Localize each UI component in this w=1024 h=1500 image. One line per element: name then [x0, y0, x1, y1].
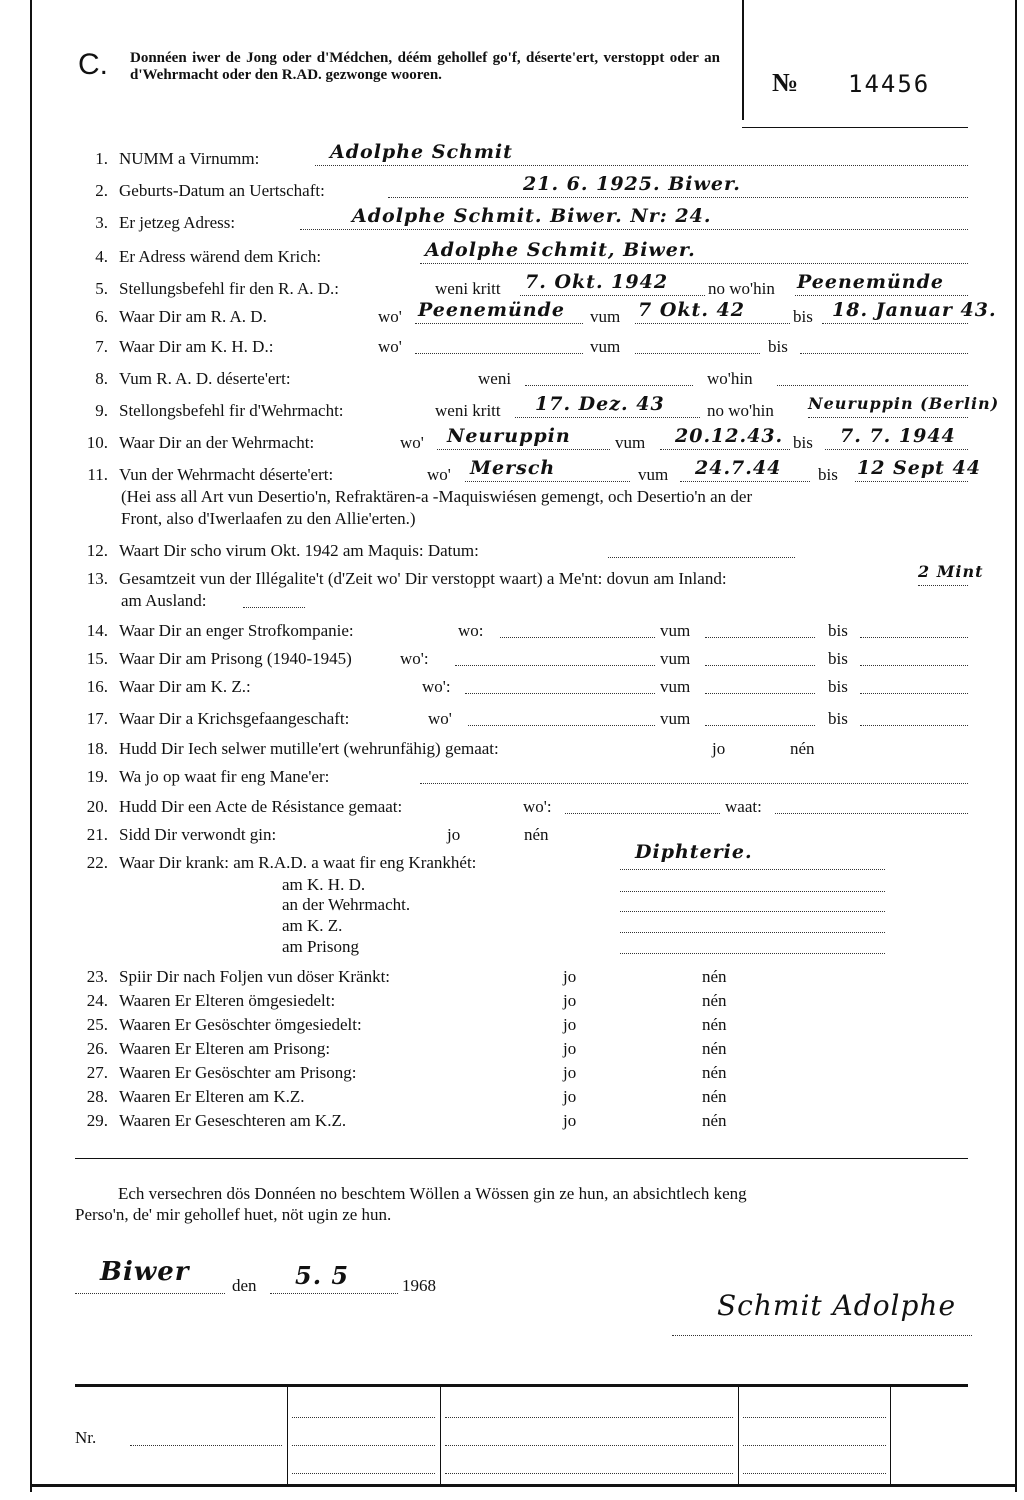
note-line: (Hei ass all Art vun Desertio'n, Refraktären-a -Maquiswiésen gemengt, och Desertio'n an der [121, 487, 753, 506]
table-field[interactable] [743, 1428, 886, 1446]
row-number: 21. [86, 825, 108, 844]
row-label: Waaren Er Elteren am Prisong: [119, 1039, 331, 1058]
rad-order-date: 7. Okt. 1942 [525, 271, 669, 293]
field-row-resistance [0, 796, 1024, 818]
penal-to-field[interactable] [860, 620, 968, 638]
sub-label: wo: [458, 621, 484, 640]
resistance-what-field[interactable] [775, 796, 968, 814]
sub-label: am K. H. D. [282, 875, 366, 894]
row-number: 17. [86, 709, 108, 728]
sub-label: wo': [523, 797, 552, 816]
sub-label: vum [660, 709, 691, 728]
field-row-rad-order [0, 271, 1024, 300]
field-row-rad [0, 299, 1024, 328]
row-label: Waaren Er Elteren am K.Z. [119, 1087, 305, 1106]
name-field[interactable] [315, 141, 968, 166]
sub-label: weni kritt [435, 279, 501, 298]
wm-to: 7. 7. 1944 [840, 425, 956, 447]
wm-from-field[interactable] [660, 425, 790, 450]
rad-where-field[interactable] [415, 299, 583, 324]
rad-desert-when-field[interactable] [525, 368, 693, 386]
table-divider [440, 1387, 441, 1484]
date-value: 5. 5 [295, 1261, 350, 1290]
row-number: 7. [95, 337, 108, 356]
sub-label: no wo'hin [708, 279, 775, 298]
address-field[interactable] [300, 205, 968, 230]
sub-label: wo' [428, 709, 452, 728]
row-number: 28. [86, 1087, 108, 1106]
row-number: 3. [95, 213, 108, 232]
row-number: 29. [86, 1111, 108, 1130]
number-label: № [772, 68, 799, 97]
table-divider [890, 1387, 891, 1484]
table-field[interactable] [445, 1428, 733, 1446]
footer-rule [75, 1384, 968, 1387]
option-no[interactable]: nén [702, 1087, 727, 1106]
maquis-date-field[interactable] [608, 540, 795, 558]
row-number: 2. [95, 181, 108, 200]
option-yes[interactable]: jo [563, 967, 577, 986]
row-number: 18. [86, 739, 108, 758]
sub-label: wo': [422, 677, 451, 696]
field-row-wehrmacht-order [0, 393, 1024, 422]
row-label: Waaren Er Gesöschter am Prisong: [119, 1063, 357, 1082]
sub-label: wo'hin [707, 369, 753, 388]
row-label: Sidd Dir verwondt gin: [119, 825, 277, 844]
sub-label: vum [590, 307, 621, 326]
row-label: Hudd Dir Iech selwer mutille'ert (wehrunfähig) gemaat: [119, 739, 499, 758]
khd-to-field[interactable] [800, 336, 968, 354]
birth-field[interactable] [388, 173, 968, 198]
option-yes[interactable]: jo [563, 991, 577, 1010]
field-row-wounded [0, 824, 1024, 846]
row-label: Waar Dir krank: am R.A.D. a waat fir eng Krankhét: [119, 853, 477, 872]
row-label: NUMM a Virnumm: [119, 149, 260, 168]
field-row-maquis [0, 540, 1024, 562]
den-label: den [232, 1276, 257, 1295]
field-row-pow [0, 708, 1024, 730]
sub-label: weni kritt [435, 401, 501, 420]
row-label: Waar Dir an der Wehrmacht: [119, 433, 315, 452]
row-label: Waar Dir an enger Strofkompanie: [119, 621, 354, 640]
abroad-field[interactable] [243, 590, 305, 608]
illness-kz-field[interactable] [620, 915, 885, 933]
table-divider [287, 1387, 288, 1484]
prison-from-field[interactable] [705, 648, 815, 666]
row-number: 9. [95, 401, 108, 420]
row-number: 23. [86, 967, 108, 986]
sub-label: vum [615, 433, 646, 452]
note-line: Front, also d'Iwerlaafen zu den Allie'erten.) [121, 509, 416, 528]
kz-where-field[interactable] [465, 676, 655, 694]
option-yes[interactable]: jo [563, 1063, 577, 1082]
field-row-khd [0, 336, 1024, 358]
rad-to: 18. Januar 43. [832, 299, 997, 321]
row-number: 20. [86, 797, 108, 816]
nr-field[interactable] [130, 1428, 282, 1446]
header-divider [742, 0, 744, 120]
pow-where-field[interactable] [468, 708, 655, 726]
row-label: Waart Dir scho virum Okt. 1942 am Maquis: Datum: [119, 541, 479, 560]
row-number: 4. [95, 247, 108, 266]
row-number: 5. [95, 279, 108, 298]
sub-label: no wo'hin [707, 401, 774, 420]
name-value: Adolphe Schmit [330, 141, 513, 163]
inland-field[interactable] [918, 562, 984, 586]
war-address-value: Adolphe Schmit, Biwer. [425, 239, 696, 261]
row-label: Spiir Dir nach Foljen vun döser Kränkt: [119, 967, 391, 986]
section-divider [75, 1158, 968, 1159]
row-label: Er Adress wärend dem Krich: [119, 247, 322, 266]
penal-where-field[interactable] [500, 620, 655, 638]
row-label: Gesamtzeit vun der Illégalite't (d'Zeit wo' Dir verstoppt waart) a Me'nt: dovun am Inland: [119, 569, 727, 588]
row-label: am Ausland: [121, 591, 207, 610]
sub-label: bis [818, 465, 838, 484]
field-row-name [0, 141, 1024, 170]
sub-label: bis [768, 337, 788, 356]
war-address-field[interactable] [420, 239, 968, 264]
declaration-text: Perso'n, de' mir gehollef huet, nöt ugin ze hun. [75, 1205, 392, 1224]
row-label: Waaren Er Gesöschter ömgesiedelt: [119, 1015, 362, 1034]
birth-value: 21. 6. 1925. Biwer. [523, 173, 741, 195]
field-row-29 [0, 1110, 1024, 1132]
option-no[interactable]: nén [524, 825, 549, 844]
wm-where-field[interactable] [437, 425, 610, 450]
form-title: Donnéen iwer de Jong oder d'Médchen, déém gehollef go'f, déserte'ert, verstoppt oder an d'Wehrmacht oder den R.AD. gezwonge wooren. [130, 50, 720, 83]
row-number: 22. [86, 853, 108, 872]
rad-order-dest-field[interactable] [795, 271, 968, 296]
form-number: 14456 [848, 70, 931, 98]
wm-desert-from: 24.7.44 [695, 457, 782, 479]
header-rule [742, 127, 968, 128]
field-row-mutilated [0, 738, 1024, 760]
khd-from-field[interactable] [635, 336, 760, 354]
row-label: Vum R. A. D. déserte'ert: [119, 369, 291, 388]
row-label: Waar Dir am R. A. D. [119, 307, 267, 326]
bottom-rule [30, 1484, 1017, 1487]
table-field[interactable] [743, 1400, 886, 1418]
row-number: 8. [95, 369, 108, 388]
table-divider [738, 1387, 739, 1484]
prison-where-field[interactable] [455, 648, 655, 666]
illness-khd-field[interactable] [620, 874, 885, 892]
option-yes[interactable]: jo [447, 825, 461, 844]
sub-label: vum [638, 465, 669, 484]
rad-from-field[interactable] [635, 299, 790, 324]
wm-desert-to: 12 Sept 44 [857, 457, 981, 479]
sub-label: vum [660, 621, 691, 640]
row-number: 15. [86, 649, 108, 668]
field-row-war-address [0, 239, 1024, 268]
table-field[interactable] [292, 1400, 435, 1418]
field-row-rad-desert [0, 368, 1024, 390]
row-label: Er jetzeg Adress: [119, 213, 236, 232]
row-label: Waar Dir am Prisong (1940-1945) [119, 649, 352, 668]
option-no[interactable]: nén [702, 1063, 727, 1082]
row-label: Stellungsbefehl fir den R. A. D.: [119, 279, 340, 298]
field-row-prison [0, 648, 1024, 670]
wm-desert-to-field[interactable] [855, 457, 981, 482]
field-row-illness [0, 841, 1024, 962]
field-row-illegality [0, 562, 1024, 612]
row-number: 16. [86, 677, 108, 696]
field-row-kz [0, 676, 1024, 698]
row-label: Vun der Wehrmacht déserte'ert: [119, 465, 334, 484]
rad-from: 7 Okt. 42 [638, 299, 745, 321]
wm-to-field[interactable] [825, 425, 968, 450]
row-label: Wa jo op waat fir eng Mane'er: [119, 767, 330, 786]
row-label: Waaren Er Elteren ömgesiedelt: [119, 991, 336, 1010]
sub-label: bis [828, 649, 848, 668]
table-field[interactable] [292, 1456, 435, 1474]
row-number: 27. [86, 1063, 108, 1082]
inland-value: 2 Mint [918, 562, 984, 581]
field-row-26 [0, 1038, 1024, 1060]
row-number: 14. [86, 621, 108, 640]
wm-desert-where-field[interactable] [465, 457, 630, 482]
row-number: 26. [86, 1039, 108, 1058]
row-label: Waar Dir a Krichsgefaangeschaft: [119, 709, 350, 728]
option-yes[interactable]: jo [712, 739, 726, 758]
year-label: 1968 [402, 1276, 436, 1295]
option-yes[interactable]: jo [563, 1039, 577, 1058]
sub-label: waat: [725, 797, 762, 816]
option-no[interactable]: nén [790, 739, 815, 758]
sub-label: wo' [378, 337, 402, 356]
field-row-wehrmacht [0, 425, 1024, 454]
manner-field[interactable] [420, 766, 968, 784]
sub-label: bis [828, 709, 848, 728]
illness-rad-value: Diphterie. [635, 841, 753, 863]
field-row-address [0, 205, 1024, 234]
sub-label: vum [590, 337, 621, 356]
rad-where: Peenemünde [418, 299, 565, 321]
sub-label: wo' [427, 465, 451, 484]
row-label: Waar Dir am K. H. D.: [119, 337, 274, 356]
field-row-wm-desert [0, 457, 1024, 530]
field-row-28 [0, 1086, 1024, 1108]
wm-desert-from-field[interactable] [680, 457, 810, 482]
option-no[interactable]: nén [702, 1015, 727, 1034]
wm-order-date: 17. Dez. 43 [535, 393, 665, 415]
row-label: Geburts-Datum an Uertschaft: [119, 181, 325, 200]
table-field[interactable] [445, 1456, 733, 1474]
pow-from-field[interactable] [705, 708, 815, 726]
sub-label: bis [828, 677, 848, 696]
rad-desert-where-field[interactable] [777, 368, 968, 386]
field-row-birth [0, 173, 1024, 202]
wm-where: Neuruppin [447, 425, 571, 447]
option-yes[interactable]: jo [563, 1087, 577, 1106]
khd-where-field[interactable] [415, 336, 583, 354]
sub-label: am K. Z. [282, 916, 343, 935]
option-yes[interactable]: jo [563, 1111, 577, 1130]
place-value: Biwer [100, 1257, 190, 1287]
kz-from-field[interactable] [705, 676, 815, 694]
row-number: 13. [86, 569, 108, 588]
field-row-27 [0, 1062, 1024, 1084]
row-number: 12. [86, 541, 108, 560]
sub-label: bis [793, 307, 813, 326]
sub-label: weni [478, 369, 512, 388]
penal-from-field[interactable] [705, 620, 815, 638]
sub-label: an der Wehrmacht. [282, 895, 411, 914]
option-no[interactable]: nén [702, 1039, 727, 1058]
row-number: 19. [86, 767, 108, 786]
sub-label: wo' [378, 307, 402, 326]
illness-wm-field[interactable] [620, 894, 885, 912]
table-field[interactable] [445, 1400, 733, 1418]
field-row-manner [0, 766, 1024, 788]
sub-label: wo' [400, 433, 424, 452]
option-no[interactable]: nén [702, 1111, 727, 1130]
field-row-23 [0, 966, 1024, 988]
rad-to-field[interactable] [822, 299, 997, 324]
signature-field[interactable] [672, 1289, 972, 1336]
date-field[interactable] [270, 1261, 398, 1294]
field-row-24 [0, 990, 1024, 1012]
sub-label: wo': [400, 649, 429, 668]
wm-order-dest: Neuruppin (Berlin) [808, 394, 1000, 413]
row-number: 6. [95, 307, 108, 326]
nr-label: Nr. [75, 1428, 97, 1447]
wm-order-dest-field[interactable] [808, 394, 1000, 418]
pow-to-field[interactable] [860, 708, 968, 726]
option-no[interactable]: nén [702, 991, 727, 1010]
option-no[interactable]: nén [702, 967, 727, 986]
sub-label: vum [660, 649, 691, 668]
rad-order-dest: Peenemünde [797, 271, 944, 293]
form-letter: C. [78, 48, 108, 81]
sub-label: bis [828, 621, 848, 640]
row-number: 24. [86, 991, 108, 1010]
illness-rad-field[interactable] [620, 841, 885, 870]
field-row-penal [0, 620, 1024, 642]
rad-order-date-field[interactable] [520, 271, 705, 296]
row-label: Waaren Er Geseschteren am K.Z. [119, 1111, 347, 1130]
address-value: Adolphe Schmit. Biwer. Nr: 24. [352, 205, 712, 227]
row-number: 10. [86, 433, 108, 452]
row-number: 1. [95, 149, 108, 168]
option-yes[interactable]: jo [563, 1015, 577, 1034]
row-number: 11. [87, 465, 108, 484]
wm-desert-where: Mersch [470, 457, 556, 479]
field-row-25 [0, 1014, 1024, 1036]
declaration-text: Ech versechren dös Donnéen no beschtem Wöllen a Wössen gin ze hun, an absichtlech keng [118, 1184, 747, 1203]
table-field[interactable] [292, 1428, 435, 1446]
kz-to-field[interactable] [860, 676, 968, 694]
sub-label: am Prisong [282, 937, 359, 956]
row-number: 25. [86, 1015, 108, 1034]
row-label: Hudd Dir een Acte de Résistance gemaat: [119, 797, 403, 816]
wm-from: 20.12.43. [675, 425, 784, 447]
prison-to-field[interactable] [860, 648, 968, 666]
row-label: Stellongsbefehl fir d'Wehrmacht: [119, 401, 344, 420]
table-field[interactable] [743, 1456, 886, 1474]
wm-order-date-field[interactable] [515, 393, 700, 418]
row-label: Waar Dir am K. Z.: [119, 677, 251, 696]
resistance-where-field[interactable] [565, 796, 720, 814]
place-field[interactable] [75, 1257, 225, 1294]
sub-label: bis [793, 433, 813, 452]
sub-label: vum [660, 677, 691, 696]
signature: Schmit Adolphe [717, 1289, 957, 1322]
illness-prison-field[interactable] [620, 936, 885, 954]
